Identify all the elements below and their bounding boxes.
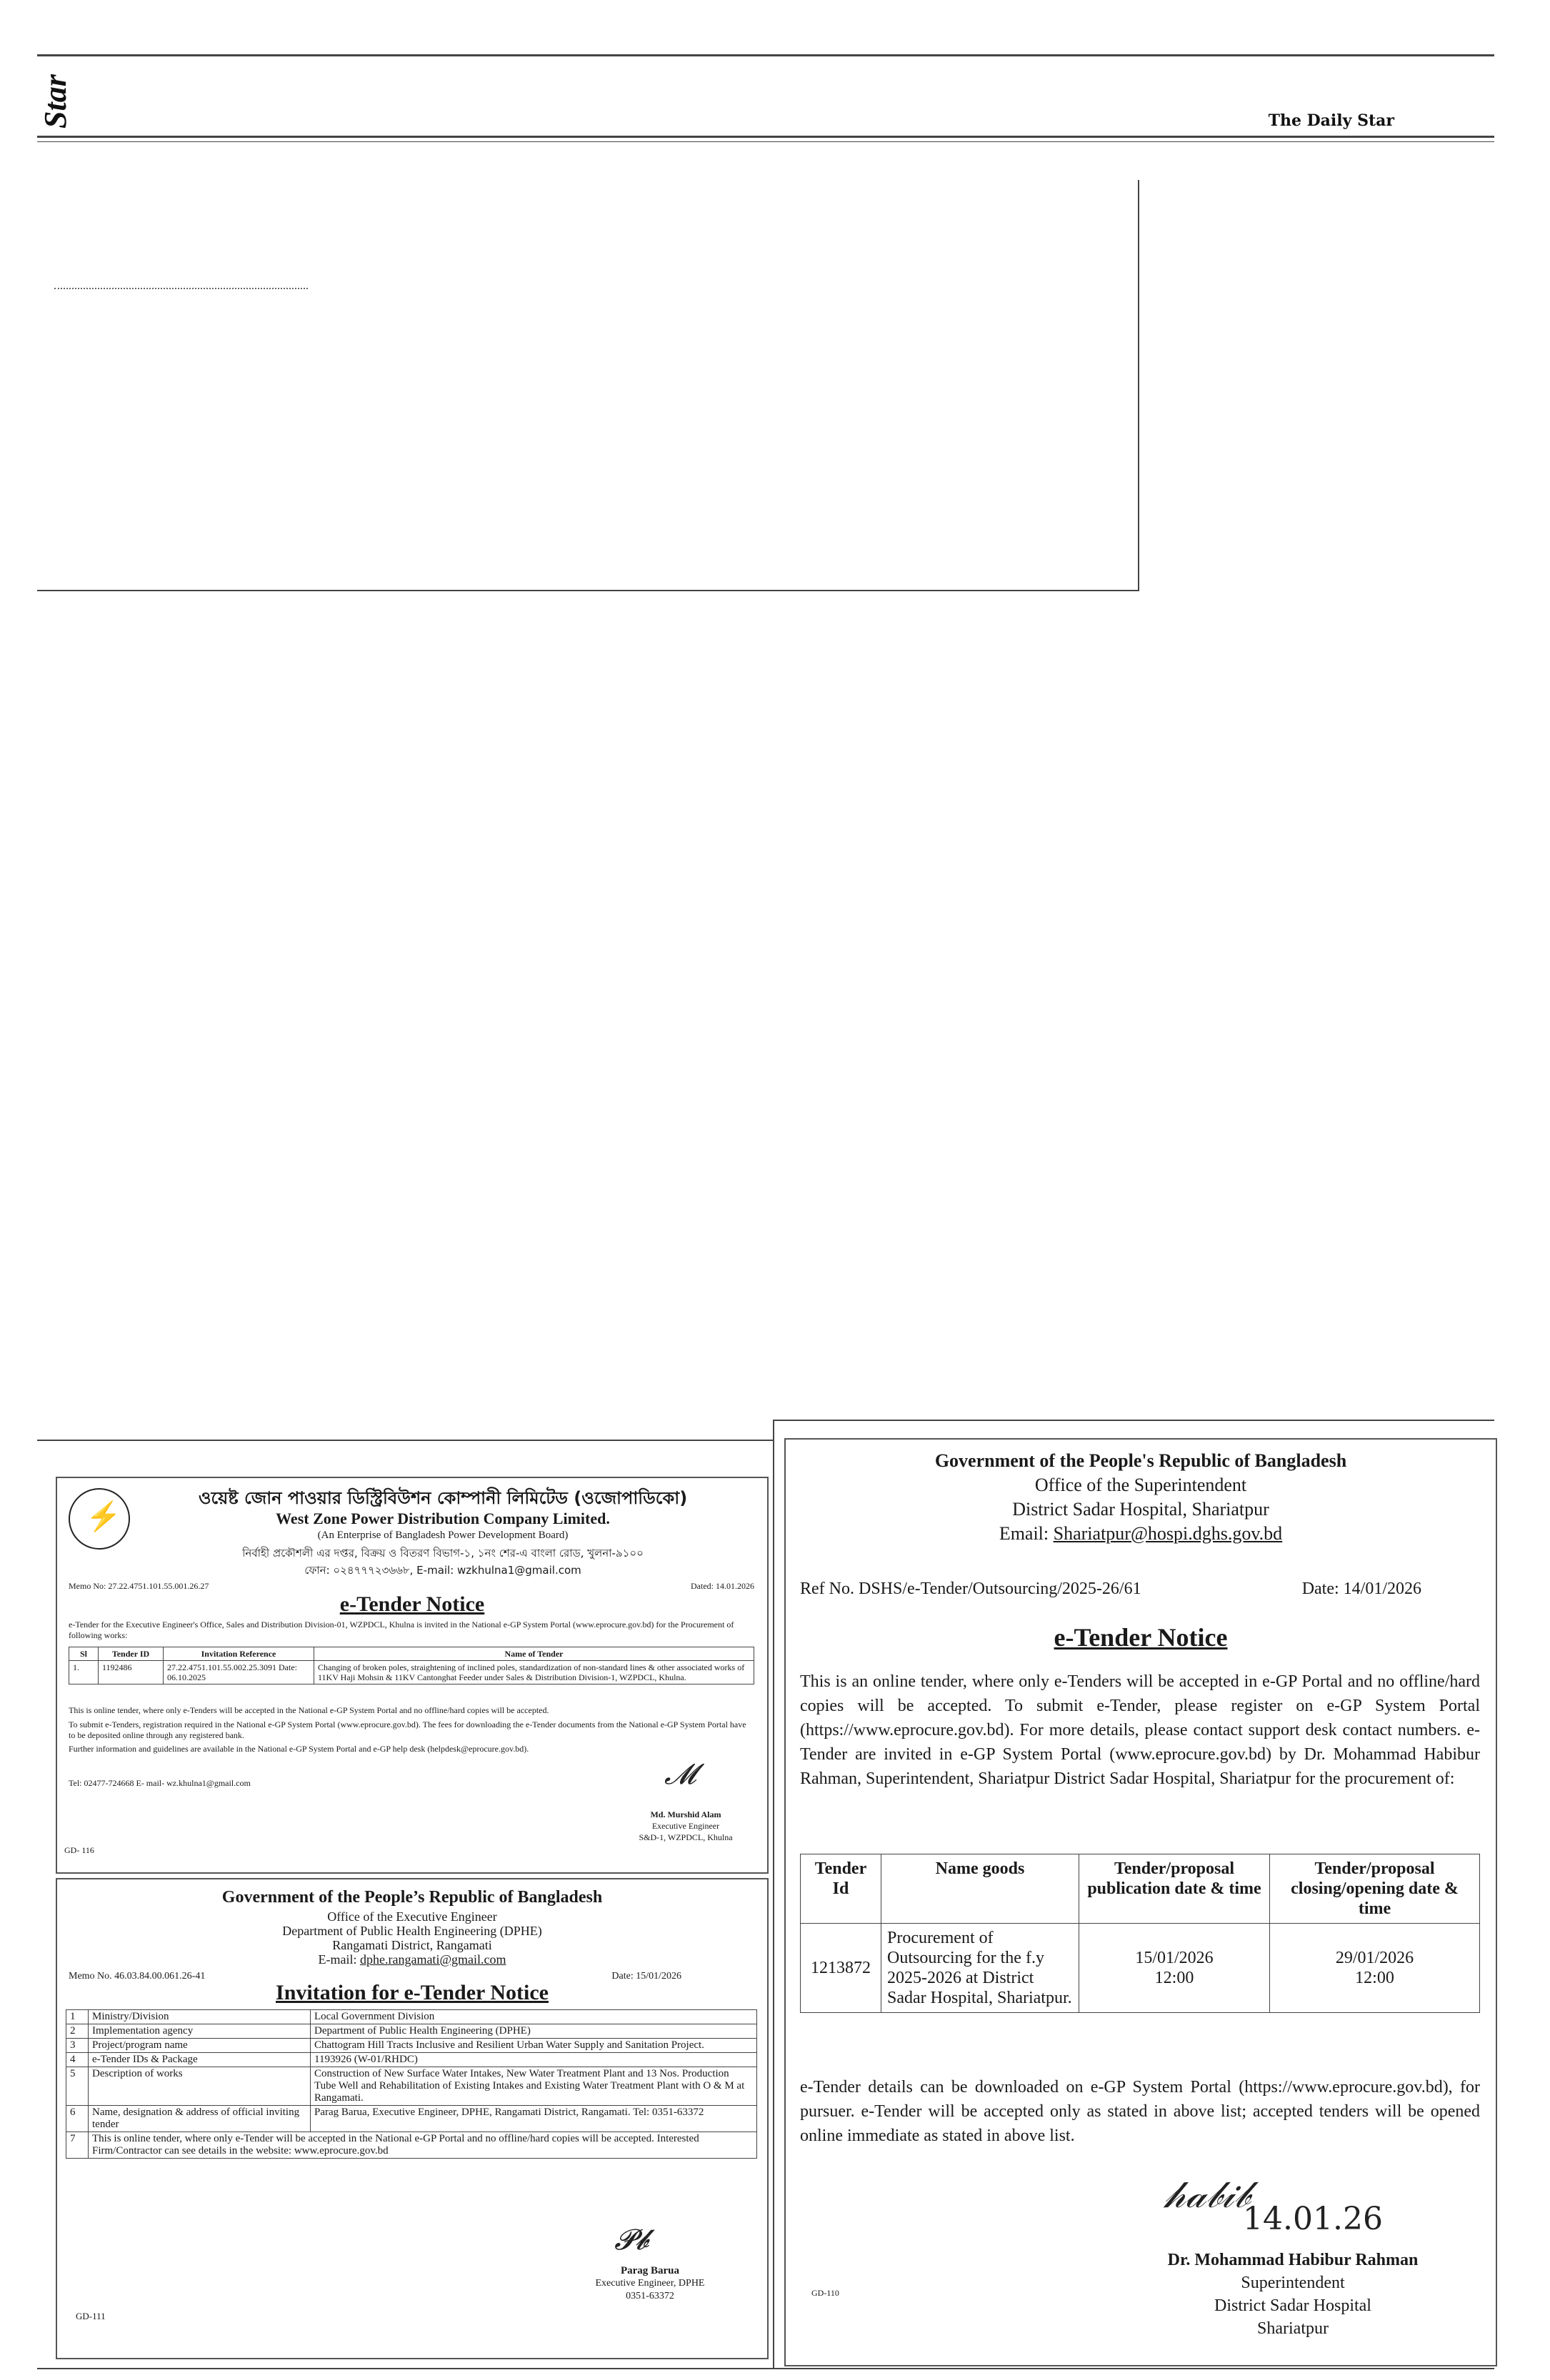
sp-signature: 𝒽𝒶𝒷𝒾𝒷 xyxy=(1164,2174,1250,2216)
blank-ad-bottom-border xyxy=(37,590,1139,591)
wz-para2: To submit e-Tenders, registration required in the National e-GP System Portal (www.eprocure.gov.bd). The fees for downloading the e-Tender documents from the National e-GP System Portal have to be deposited online through any registered bank. xyxy=(69,1719,746,1740)
table-row xyxy=(66,2024,757,2039)
table-cell: 27.22.4751.101.55.002.25.3091 Date: 06.10.2025 xyxy=(164,1661,314,1684)
dp-signer-title: Executive Engineer, DPHE xyxy=(595,2278,705,2289)
table-cell: 7 xyxy=(66,2132,89,2159)
table-cell: Name, designation & address of official inviting tender xyxy=(89,2106,311,2132)
table-header-row xyxy=(69,1647,754,1661)
table-cell: This is online tender, where only e-Tender will be accepted in the National e-GP Portal and no offline/hard copies will be accepted. Interested Firm/Contractor can see details in the website: www.eprocure.gov.bd xyxy=(89,2132,757,2159)
star-logo: Star xyxy=(38,74,73,129)
sp-body: This is an online tender, where only e-Tenders will be accepted in e-GP Portal and no offline/hard copies will be accepted. To submit e-Tender, please register on e-GP System Portal (https://www.eprocure.gov.bd). For more details, please contact support desk contact numbers. e-Tender are invited in e-GP System Portal (www.eprocure.gov.bd) by Dr. Mohammad Habibur Rahman, Superintendent, Shariatpur District Sadar Hospital, Shariatpur for the procurement of: xyxy=(800,1672,1480,1788)
wz-tender-table xyxy=(69,1647,754,1684)
wz-para3: Further information and guidelines are available in the National e-GP System Portal and e-GP help desk (helpdesk@eprocure.gov.bd). xyxy=(69,1744,529,1754)
table-cell: 1. xyxy=(69,1661,99,1684)
sp-footer: e-Tender details can be downloaded on e-GP System Portal (https://www.eprocure.gov.bd), for pursuer. e-Tender will be accepted only as stated in above list; accepted tenders will be opened online immediate as stated in above list. xyxy=(800,2078,1480,2145)
wz-signer-title: Executive Engineer xyxy=(651,1821,720,1831)
wz-signature: 𝓜 xyxy=(664,1758,696,1791)
wz-signer-office: S&D-1, WZPDCL, Khulna xyxy=(639,1832,733,1842)
table-cell: Ministry/Division xyxy=(89,2010,311,2024)
sp-ref: Ref No. DSHS/e-Tender/Outsourcing/2025-26/61 xyxy=(800,1580,1141,1598)
sp-signer-office: District Sadar Hospital xyxy=(1214,2296,1371,2315)
table-cell: 3 xyxy=(66,2039,89,2053)
dp-gov: Government of the People’s Republic of Bangladesh xyxy=(221,1888,603,1907)
table-row xyxy=(66,2067,757,2106)
table-cell: e-Tender IDs & Package xyxy=(89,2053,311,2067)
sp-email-line xyxy=(786,1522,1496,1545)
sp-email-link[interactable]: Shariatpur@hospi.dghs.gov.bd xyxy=(1053,1523,1283,1544)
table-row xyxy=(801,1924,1480,2013)
dp-signer-name: Parag Barua xyxy=(620,2265,680,2276)
sp-hospital: District Sadar Hospital, Shariatpur xyxy=(1012,1499,1269,1520)
wz-office-bn: নির্বাহী প্রকৌশলী এর দপ্তর, বিক্রয় ও বিতরণ বিভাগ-১, ১নং শের-এ বাংলা রোড, খুলনা-৯১০০ xyxy=(242,1547,644,1560)
daily-star-logo: The Daily Star xyxy=(1268,111,1394,130)
table-row xyxy=(66,2132,757,2159)
table-row xyxy=(66,2053,757,2067)
table-cell: Procurement of Outsourcing for the f.y 2025-2026 at District Sadar Hospital, Shariatpur. xyxy=(881,1924,1079,2013)
masthead-rule-1 xyxy=(37,136,1494,138)
sp-signer-title: Superintendent xyxy=(1241,2274,1345,2292)
wzpdcl-logo-icon xyxy=(69,1488,130,1550)
wz-dated: Dated: 14.01.2026 xyxy=(691,1581,754,1591)
sp-gov: Government of the People's Republic of Bangladesh xyxy=(934,1450,1347,1471)
westzone-notice xyxy=(56,1477,769,1874)
top-rule xyxy=(37,54,1494,56)
table-row xyxy=(66,2106,757,2132)
table-header: Tender/proposal closing/opening date & time xyxy=(1270,1854,1480,1924)
table-header: Sl xyxy=(69,1647,99,1661)
dp-table xyxy=(66,2009,757,2159)
shariatpur-notice xyxy=(784,1438,1497,2366)
dp-email-link[interactable]: dphe.rangamati@gmail.com xyxy=(359,1952,506,1967)
dp-date: Date: 15/01/2026 xyxy=(611,1971,681,1982)
sp-office: Office of the Superintendent xyxy=(1034,1475,1247,1495)
wz-enterprise: (An Enterprise of Bangladesh Power Development Board) xyxy=(317,1530,569,1541)
lower-left-top-border xyxy=(37,1440,773,1441)
table-cell: 15/01/2026 12:00 xyxy=(1079,1924,1270,2013)
table-cell: Changing of broken poles, straightening of inclined poles, standardization of non-standard lines & other associated works of 11KV Haji Mohsin & 11KV Cantonghat Feeder under Sales & Distribution Division-1, WZPDCL, Khulna. xyxy=(314,1661,754,1684)
wz-name-en: West Zone Power Distribution Company Limited. xyxy=(276,1510,610,1527)
table-header: Tender/proposal publication date & time xyxy=(1079,1854,1270,1924)
table-cell: Local Government Division xyxy=(311,2010,757,2024)
table-header: Name of Tender xyxy=(314,1647,754,1661)
table-cell: Project/program name xyxy=(89,2039,311,2053)
dp-signer-tel: 0351-63372 xyxy=(626,2291,674,2301)
table-cell: Implementation agency xyxy=(89,2024,311,2039)
dp-district: Rangamati District, Rangamati xyxy=(332,1938,492,1952)
bottom-rule xyxy=(37,2368,1494,2369)
sp-title: e-Tender Notice xyxy=(1054,1623,1228,1652)
wz-memo: Memo No: 27.22.4751.101.55.001.26.27 xyxy=(69,1581,209,1591)
sp-signer-place: Shariatpur xyxy=(1257,2319,1329,2338)
table-cell: 29/01/2026 12:00 xyxy=(1270,1924,1480,2013)
lower-divider xyxy=(773,1420,774,2369)
table-header: Tender Id xyxy=(801,1854,881,1924)
dp-email-label: E-mail: xyxy=(318,1952,360,1967)
table-cell: 1 xyxy=(66,2010,89,2024)
table-header-row xyxy=(801,1854,1480,1924)
table-cell: 1193926 (W-01/RHDC) xyxy=(311,2053,757,2067)
table-header: Name goods xyxy=(881,1854,1079,1924)
dp-dept: Department of Public Health Engineering (DPHE) xyxy=(282,1924,542,1938)
table-cell: 1192486 xyxy=(99,1661,164,1684)
wz-signer-name: Md. Murshid Alam xyxy=(650,1809,721,1819)
dp-memo: Memo No. 46.03.84.00.061.26-41 xyxy=(69,1971,206,1982)
table-cell: 1213872 xyxy=(801,1924,881,2013)
table-row xyxy=(66,2010,757,2024)
sp-signer-name: Dr. Mohammad Habibur Rahman xyxy=(1167,2251,1419,2269)
dp-signature: 𝓟𝓫 xyxy=(614,2224,650,2256)
dp-title: Invitation for e-Tender Notice xyxy=(276,1981,549,2004)
wz-title: e-Tender Notice xyxy=(339,1592,485,1616)
table-cell: Department of Public Health Engineering (DPHE) xyxy=(311,2024,757,2039)
wz-tel: Tel: 02477-724668 E- mail- wz.khulna1@gmail.com xyxy=(69,1778,251,1788)
wz-gd: GD- 116 xyxy=(64,1845,94,1855)
wz-intro: e-Tender for the Executive Engineer's Office, Sales and Distribution Division-01, WZPDCL, Khulna is invited in the National e-GP System Portal (www.eprocure.gov.bd) for the Procurement of following works: xyxy=(69,1620,734,1640)
table-cell: 4 xyxy=(66,2053,89,2067)
table-cell: 6 xyxy=(66,2106,89,2132)
wz-para1: This is online tender, where only e-Tenders will be accepted in the National e-GP System Portal and no offline/hard copies will be accepted. xyxy=(69,1705,549,1715)
wz-phone: ফোন: ০২৪৭৭৭২৩৬৬৮, E-mail: wzkhulna1@gmail.com xyxy=(304,1564,581,1577)
wz-name-bn: ওয়েষ্ট জোন পাওয়ার ডিস্ট্রিবিউশন কোম্পানী লিমিটেড (ওজোপাডিকো) xyxy=(198,1488,688,1508)
sp-email-label: Email: xyxy=(999,1523,1054,1544)
sp-gd: GD-110 xyxy=(811,2288,839,2298)
masthead-rule-2 xyxy=(37,141,1494,142)
table-row xyxy=(69,1661,754,1684)
table-header: Invitation Reference xyxy=(164,1647,314,1661)
table-row xyxy=(66,2039,757,2053)
table-cell: Description of works xyxy=(89,2067,311,2106)
sp-signature-date: 14.01.26 xyxy=(1243,2201,1383,2237)
blank-ad-right-border xyxy=(1138,180,1139,591)
table-cell: 2 xyxy=(66,2024,89,2039)
dphe-notice xyxy=(56,1878,769,2359)
sp-tender-table xyxy=(800,1854,1480,2013)
table-cell: Parag Barua, Executive Engineer, DPHE, Rangamati District, Rangamati. Tel: 0351-63372 xyxy=(311,2106,757,2132)
table-cell: 5 xyxy=(66,2067,89,2106)
table-cell: Chattogram Hill Tracts Inclusive and Resilient Urban Water Supply and Sanitation Project. xyxy=(311,2039,757,2053)
dp-gd: GD-111 xyxy=(76,2311,106,2321)
sp-date: Date: 14/01/2026 xyxy=(1301,1580,1421,1598)
dp-office: Office of the Executive Engineer xyxy=(327,1909,497,1924)
table-cell: Construction of New Surface Water Intakes, New Water Treatment Plant and 13 Nos. Production Tube Well and Rehabilitation of Existing Intakes and Existing Water Treatment Plant with O & M at Rangamati. xyxy=(311,2067,757,2106)
lower-right-top-border xyxy=(773,1420,1494,1421)
dp-email-line xyxy=(57,1952,767,1967)
table-header: Tender ID xyxy=(99,1647,164,1661)
blank-ad-dotted-line xyxy=(54,288,308,289)
